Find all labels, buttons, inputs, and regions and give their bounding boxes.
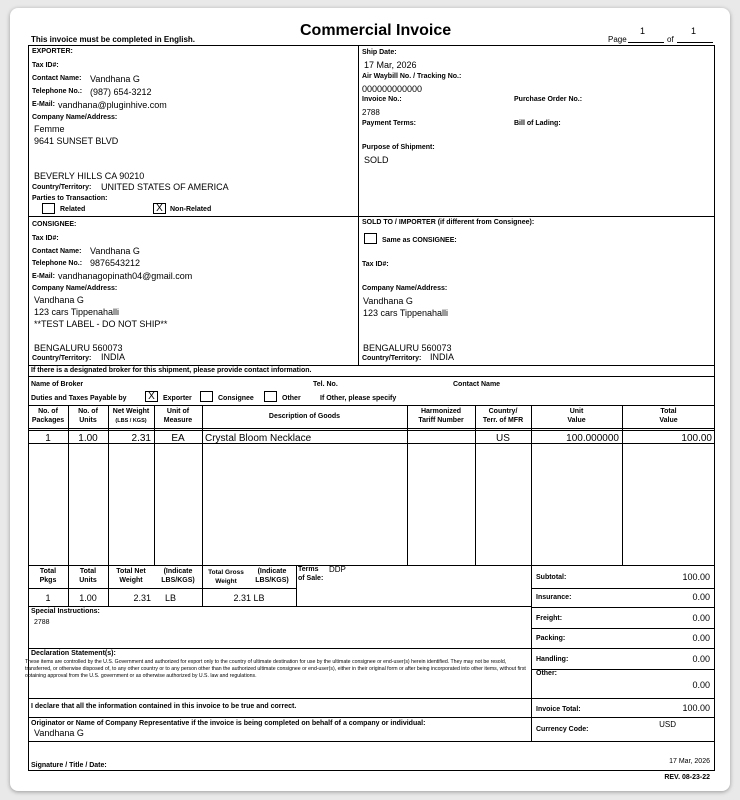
originator-label: Originator or Name of Company Representative if the invoice is being completed on behalf of a company or individual: bbox=[31, 720, 426, 727]
originator-name: Vandhana G bbox=[34, 728, 84, 738]
row-highlight-border bbox=[28, 430, 715, 444]
currency-value: USD bbox=[659, 720, 676, 729]
indicate-gross-label: (Indicate bbox=[257, 568, 287, 575]
non-related-checkbox[interactable]: X bbox=[153, 203, 166, 214]
revision-label: REV. 08-23-22 bbox=[664, 774, 710, 781]
exporter-pays-checkbox[interactable]: X bbox=[145, 391, 158, 402]
packing-label: Packing: bbox=[536, 635, 566, 642]
related-checkbox[interactable] bbox=[42, 203, 55, 214]
invoice-no-label: Invoice No.: bbox=[362, 96, 402, 103]
consignee-heading: CONSIGNEE: bbox=[32, 221, 77, 228]
bol-label: Bill of Lading: bbox=[514, 120, 561, 127]
payment-terms-label: Payment Terms: bbox=[362, 120, 416, 127]
insurance-label: Insurance: bbox=[536, 594, 572, 601]
rule-charge-2 bbox=[531, 607, 715, 608]
col-header-net-weight: Net Weight bbox=[112, 408, 150, 415]
freight-label: Freight: bbox=[536, 615, 563, 622]
consignee-address-line: BENGALURU 560073 bbox=[34, 343, 123, 353]
col-header-country-2: Terr. of MFR bbox=[482, 417, 524, 424]
col-header-units: No. of bbox=[78, 408, 98, 415]
row-description: Crystal Bloom Necklace bbox=[205, 433, 312, 444]
total-pkgs: 1 bbox=[45, 593, 51, 603]
ship-date: 17 Mar, 2026 bbox=[364, 60, 417, 70]
sold-to-company-label: Company Name/Address: bbox=[362, 285, 448, 292]
declaration-text: These items are controlled by the U.S. Government and authorized for export only to the country of ultimate destination for use by the ultimate consignee or end-user(s) herein identified. They may not be resold, transferred, or otherwise disposed of, to any other country or to any person other than the authorized ultimate consignee or end-user(s), either in their original form or after being incorporated into other items, without first obtaining approval from the U.S. government or as otherwise authorized by U.S. law and regulations. bbox=[25, 659, 526, 679]
consignee-contact-name: Vandhana G bbox=[90, 246, 140, 256]
purpose-label: Purpose of Shipment: bbox=[362, 144, 435, 151]
total-gross-label-2: Weight bbox=[215, 578, 237, 585]
insurance-value: 0.00 bbox=[692, 592, 710, 602]
consignee-company-label: Company Name/Address: bbox=[32, 285, 118, 292]
rule-special-bottom bbox=[28, 648, 531, 649]
consignee-contact-label: Contact Name: bbox=[32, 248, 82, 255]
row-uom: EA bbox=[171, 433, 185, 444]
consignee-country-label: Country/Territory: bbox=[32, 355, 92, 362]
rule-broker-note bbox=[28, 376, 715, 377]
handling-value: 0.00 bbox=[692, 654, 710, 664]
sold-to-address-line: Vandhana G bbox=[363, 296, 413, 306]
ship-date-label: Ship Date: bbox=[362, 49, 397, 56]
other-charge-value: 0.00 bbox=[692, 680, 710, 690]
exporter-country: UNITED STATES OF AMERICA bbox=[101, 182, 229, 192]
exporter-pays-label: Exporter bbox=[163, 395, 192, 402]
consignee-phone-label: Telephone No.: bbox=[32, 260, 83, 267]
col-header-description: Description of Goods bbox=[268, 413, 341, 420]
related-label: Related bbox=[60, 206, 86, 213]
invoice-total-value: 100.00 bbox=[682, 703, 710, 713]
exporter-email-label: E-Mail: bbox=[32, 101, 55, 108]
special-instructions-value: 2788 bbox=[34, 619, 50, 626]
rule-charge-3 bbox=[531, 628, 715, 629]
row-unit-value: 100.000000 bbox=[566, 433, 619, 444]
exporter-contact-label: Contact Name: bbox=[32, 75, 82, 82]
consignee-pays-checkbox[interactable] bbox=[200, 391, 213, 402]
other-pays-checkbox[interactable] bbox=[264, 391, 277, 402]
english-note: This invoice must be completed in English. bbox=[31, 35, 196, 44]
exporter-address-line: 9641 SUNSET BLVD bbox=[34, 136, 119, 146]
col-rule-8 bbox=[622, 405, 623, 565]
consignee-email: vandhanagopinath04@gmail.com bbox=[58, 271, 193, 281]
total-gross-label: Total Gross bbox=[208, 569, 244, 576]
exporter-address-line: BEVERLY HILLS CA 90210 bbox=[34, 171, 145, 181]
total-units: 1.00 bbox=[79, 593, 97, 603]
broker-note: If there is a designated broker for this shipment, please provide contact information. bbox=[31, 367, 312, 374]
consignee-email-label: E-Mail: bbox=[32, 273, 55, 280]
other-charge-label: Other: bbox=[536, 670, 557, 677]
signature-date: 17 Mar, 2026 bbox=[669, 758, 710, 765]
rule-mid-divider bbox=[358, 45, 359, 365]
row-net-weight: 2.31 bbox=[131, 433, 151, 444]
exporter-address-line: Femme bbox=[34, 124, 65, 134]
exporter-email: vandhana@pluginhive.com bbox=[58, 100, 167, 110]
other-specify-note: If Other, please specify bbox=[320, 395, 397, 402]
rule-goods-bottom bbox=[28, 565, 715, 566]
exporter-phone-label: Telephone No.: bbox=[32, 88, 83, 95]
declaration-label: Declaration Statement(s): bbox=[31, 650, 116, 657]
subtotal-value: 100.00 bbox=[682, 572, 710, 582]
terms-label-2: of Sale: bbox=[298, 575, 324, 582]
page-total: 1 bbox=[691, 26, 697, 36]
col-header-total-value: Total bbox=[660, 408, 677, 415]
special-instructions-label: Special Instructions: bbox=[31, 608, 100, 615]
page-current-underline bbox=[628, 42, 664, 43]
exporter-contact-name: Vandhana G bbox=[90, 74, 140, 84]
duties-label: Duties and Taxes Payable by bbox=[31, 395, 127, 402]
handling-label: Handling: bbox=[536, 656, 569, 663]
consignee-tax-id-label: Tax ID#: bbox=[32, 235, 59, 242]
freight-value: 0.00 bbox=[692, 613, 710, 623]
consignee-pays-label: Consignee bbox=[218, 395, 254, 402]
terms-label: Terms bbox=[298, 566, 319, 573]
exporter-country-label: Country/Territory: bbox=[32, 184, 92, 191]
sold-to-country: INDIA bbox=[430, 352, 455, 362]
total-pkgs-label: Total bbox=[39, 568, 57, 575]
invoice-no: 2788 bbox=[362, 108, 380, 117]
total-net-weight: 2.31 bbox=[133, 593, 151, 603]
sold-to-country-label: Country/Territory: bbox=[362, 355, 422, 362]
total-units-label-2: Units bbox=[79, 577, 97, 584]
exporter-tax-id-label: Tax ID#: bbox=[32, 62, 59, 69]
indicate-gross-label-2: LBS/KGS) bbox=[255, 577, 289, 584]
rule-goods-header bbox=[28, 428, 715, 429]
col-header-packages: No. of bbox=[38, 408, 58, 415]
sold-to-address-line: 123 cars Tippenahalli bbox=[363, 308, 449, 318]
total-net-unit: LB bbox=[165, 593, 177, 603]
col-header-uom: Unit of bbox=[166, 408, 190, 415]
page-label: Page bbox=[608, 35, 627, 44]
row-packages: 1 bbox=[45, 433, 51, 444]
row-units: 1.00 bbox=[78, 433, 98, 444]
indicate-label: (Indicate bbox=[163, 568, 193, 575]
parties-label: Parties to Transaction: bbox=[32, 195, 108, 202]
non-related-label: Non-Related bbox=[170, 206, 212, 213]
exporter-phone: (987) 654-3212 bbox=[90, 87, 152, 97]
col-rule-3 bbox=[154, 405, 155, 565]
rule-charge-4 bbox=[531, 648, 715, 649]
signature-label: Signature / Title / Date: bbox=[31, 762, 107, 769]
total-net-weight-label: Total Net bbox=[116, 568, 146, 575]
rule-exporter-bottom bbox=[28, 216, 715, 217]
col-header-unit-value: Unit bbox=[569, 408, 584, 415]
rule-declaration-bottom bbox=[28, 698, 715, 699]
broker-name-label: Name of Broker bbox=[31, 381, 84, 388]
sold-to-tax-id-label: Tax ID#: bbox=[362, 261, 389, 268]
col-header-total-value-2: Value bbox=[659, 417, 678, 424]
col-header-units-2: Units bbox=[79, 417, 97, 424]
rule-charge-1 bbox=[531, 588, 715, 589]
total-gross-weight: 2.31 LB bbox=[233, 593, 265, 603]
rule-originator-bottom bbox=[28, 741, 715, 742]
invoice-total-label: Invoice Total: bbox=[536, 706, 581, 713]
exporter-company-label: Company Name/Address: bbox=[32, 114, 118, 121]
rule-certify-bottom bbox=[28, 717, 715, 718]
page-current: 1 bbox=[640, 26, 646, 36]
po-label: Purchase Order No.: bbox=[514, 96, 583, 103]
sold-to-heading: SOLD TO / IMPORTER (if different from Consignee): bbox=[362, 219, 535, 226]
row-total-value: 100.00 bbox=[681, 433, 712, 444]
consignee-address-line: 123 cars Tippenahalli bbox=[34, 307, 120, 317]
rule-consignee-bottom bbox=[28, 365, 715, 366]
terms-value: DDP bbox=[329, 565, 346, 574]
other-pays-label: Other bbox=[282, 395, 301, 402]
col-rule-terms bbox=[296, 565, 297, 606]
page-title: Commercial Invoice bbox=[300, 22, 452, 39]
page-total-underline bbox=[677, 42, 713, 43]
col-header-packages-2: Packages bbox=[31, 417, 65, 424]
total-net-weight-label-2: Weight bbox=[119, 577, 143, 584]
col-header-uom-2: Measure bbox=[163, 417, 193, 424]
col-header-country: Country/ bbox=[488, 408, 518, 415]
col-header-unit-value-2: Value bbox=[567, 417, 586, 424]
same-as-consignee-checkbox[interactable] bbox=[364, 233, 377, 244]
indicate-label-2: LBS/KGS) bbox=[161, 577, 195, 584]
certify-statement: I declare that all the information contained in this invoice to be true and correct. bbox=[31, 703, 297, 710]
broker-contact-label: Contact Name bbox=[453, 381, 501, 388]
col-rule-7 bbox=[531, 405, 532, 741]
rule-goods-top bbox=[28, 405, 715, 406]
consignee-address-line: **TEST LABEL - DO NOT SHIP** bbox=[34, 319, 168, 329]
col-header-net-weight-2: (LBS / KGS) bbox=[115, 418, 147, 424]
of-label: of bbox=[667, 35, 674, 44]
exporter-heading: EXPORTER: bbox=[32, 48, 73, 55]
consignee-country: INDIA bbox=[101, 352, 126, 362]
subtotal-label: Subtotal: bbox=[536, 574, 567, 581]
col-header-tariff-2: Tariff Number bbox=[418, 417, 464, 424]
col-rule-6 bbox=[475, 405, 476, 565]
row-country: US bbox=[496, 433, 510, 444]
consignee-address-line: Vandhana G bbox=[34, 295, 84, 305]
col-header-tariff: Harmonized bbox=[420, 408, 462, 415]
total-units-label: Total bbox=[79, 568, 97, 575]
packing-value: 0.00 bbox=[692, 633, 710, 643]
same-as-consignee-label: Same as CONSIGNEE: bbox=[382, 237, 457, 244]
awb-number: 000000000000 bbox=[362, 84, 423, 94]
currency-label: Currency Code: bbox=[536, 726, 589, 733]
consignee-phone: 9876543212 bbox=[90, 258, 141, 268]
rule-charge-5 bbox=[531, 669, 715, 670]
broker-tel-label: Tel. No. bbox=[313, 381, 338, 388]
rule-totals-bottom bbox=[28, 606, 531, 607]
purpose: SOLD bbox=[364, 155, 389, 165]
total-pkgs-label-2: Pkgs bbox=[39, 577, 57, 584]
sold-to-address-line: BENGALURU 560073 bbox=[363, 343, 452, 353]
awb-label: Air Waybill No. / Tracking No.: bbox=[362, 73, 462, 80]
col-rule-5 bbox=[407, 405, 408, 565]
